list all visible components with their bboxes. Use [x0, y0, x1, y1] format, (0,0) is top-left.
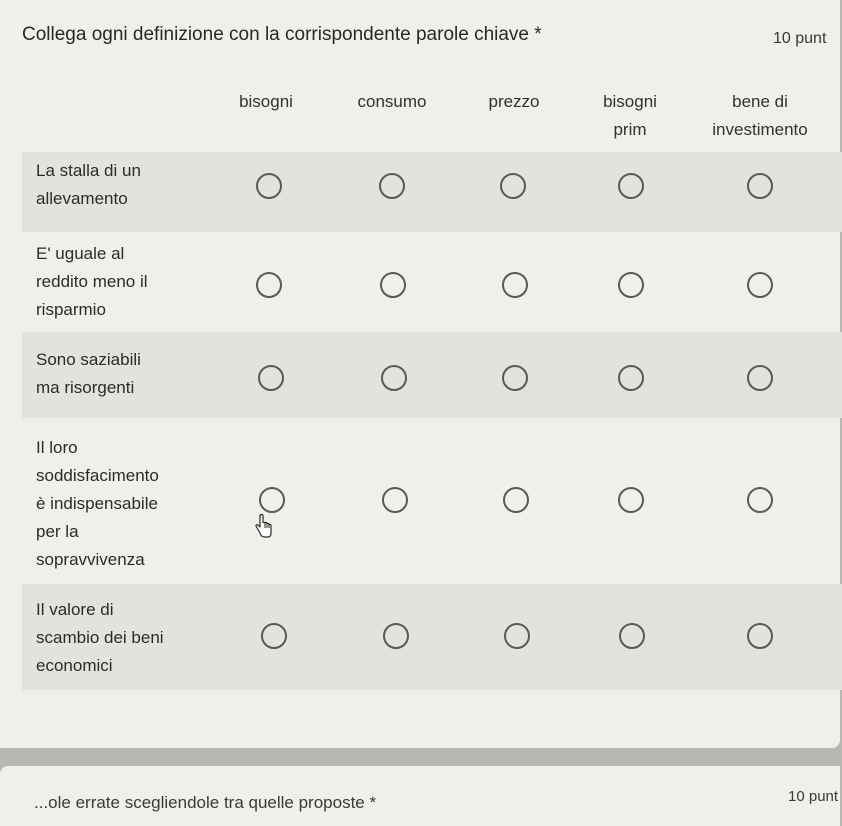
radio-row4-bene-di-investimento[interactable]: [747, 487, 773, 513]
column-header-line: bene di: [732, 92, 788, 111]
radio-row2-bene-di-investimento[interactable]: [747, 272, 773, 298]
radio-row5-prezzo[interactable]: [504, 623, 530, 649]
radio-row1-consumo[interactable]: [379, 173, 405, 199]
row-label-line: La stalla di un: [36, 161, 141, 180]
column-header-line: investimento: [712, 120, 808, 139]
grid-row-2: [22, 232, 842, 332]
grid-row-5: [22, 584, 842, 690]
radio-row2-prezzo[interactable]: [502, 272, 528, 298]
radio-row1-bisogni-primari[interactable]: [618, 173, 644, 199]
radio-row1-bene-di-investimento[interactable]: [747, 173, 773, 199]
grid-row-4: [22, 418, 842, 584]
row-label-line: è indispensabile: [36, 494, 158, 513]
grid-row-3: [22, 332, 842, 418]
column-header-bisogni: [201, 88, 331, 116]
column-header-line: bisogni: [603, 92, 657, 111]
radio-row3-prezzo[interactable]: [502, 365, 528, 391]
radio-row4-consumo[interactable]: [382, 487, 408, 513]
grid-row-1: [22, 152, 842, 232]
row-label: [36, 434, 159, 574]
radio-row4-prezzo[interactable]: [503, 487, 529, 513]
radio-row3-bisogni[interactable]: [258, 365, 284, 391]
radio-row3-consumo[interactable]: [381, 365, 407, 391]
row-label: [36, 346, 141, 402]
row-label-line: per la: [36, 522, 79, 541]
row-label: [36, 596, 164, 680]
column-header-bene-di-investimento: [695, 88, 825, 144]
column-header-line: prim: [613, 120, 647, 139]
row-label-line: risparmio: [36, 300, 106, 319]
radio-row2-consumo[interactable]: [380, 272, 406, 298]
row-label: [36, 157, 141, 213]
column-header-consumo: [327, 88, 457, 116]
radio-row2-bisogni[interactable]: [256, 272, 282, 298]
column-header-line: prezzo: [488, 92, 540, 111]
row-label-line: scambio dei beni: [36, 628, 164, 647]
radio-row1-bisogni[interactable]: [256, 173, 282, 199]
radio-row2-bisogni-primari[interactable]: [618, 272, 644, 298]
next-question-title: ...ole errate scegliendole tra quelle proposte *: [34, 793, 377, 812]
row-label-line: Il valore di: [36, 600, 114, 619]
column-header-line: consumo: [357, 92, 427, 111]
question-title: Collega ogni definizione con la corrispondente parole chiave *: [22, 24, 542, 45]
row-label-line: Sono saziabili: [36, 350, 141, 369]
column-header-line: bisogni: [239, 92, 293, 111]
column-header-prezzo: [449, 88, 579, 116]
radio-row5-bisogni-primari[interactable]: [619, 623, 645, 649]
column-header-bisogni-primari: [565, 88, 695, 144]
question-points: 10 punt: [773, 30, 827, 47]
radio-row3-bene-di-investimento[interactable]: [747, 365, 773, 391]
row-label-line: Il loro: [36, 438, 78, 457]
radio-row3-bisogni-primari[interactable]: [618, 365, 644, 391]
row-label-line: soddisfacimento: [36, 466, 159, 485]
row-label: [36, 240, 148, 324]
radio-row5-consumo[interactable]: [383, 623, 409, 649]
row-label-line: E' uguale al: [36, 244, 125, 263]
row-label-line: allevamento: [36, 189, 128, 208]
hand-pointer-icon: [254, 514, 274, 540]
row-label-line: economici: [36, 656, 113, 675]
radio-row5-bene-di-investimento[interactable]: [747, 623, 773, 649]
radio-row4-bisogni[interactable]: [259, 487, 285, 513]
radio-row4-bisogni-primari[interactable]: [618, 487, 644, 513]
row-label-line: sopravvivenza: [36, 550, 145, 569]
next-question-points: 10 punt: [788, 788, 839, 805]
row-label-line: ma risorgenti: [36, 378, 135, 397]
row-label-line: reddito meno il: [36, 272, 148, 291]
radio-row1-prezzo[interactable]: [500, 173, 526, 199]
radio-row5-bisogni[interactable]: [261, 623, 287, 649]
